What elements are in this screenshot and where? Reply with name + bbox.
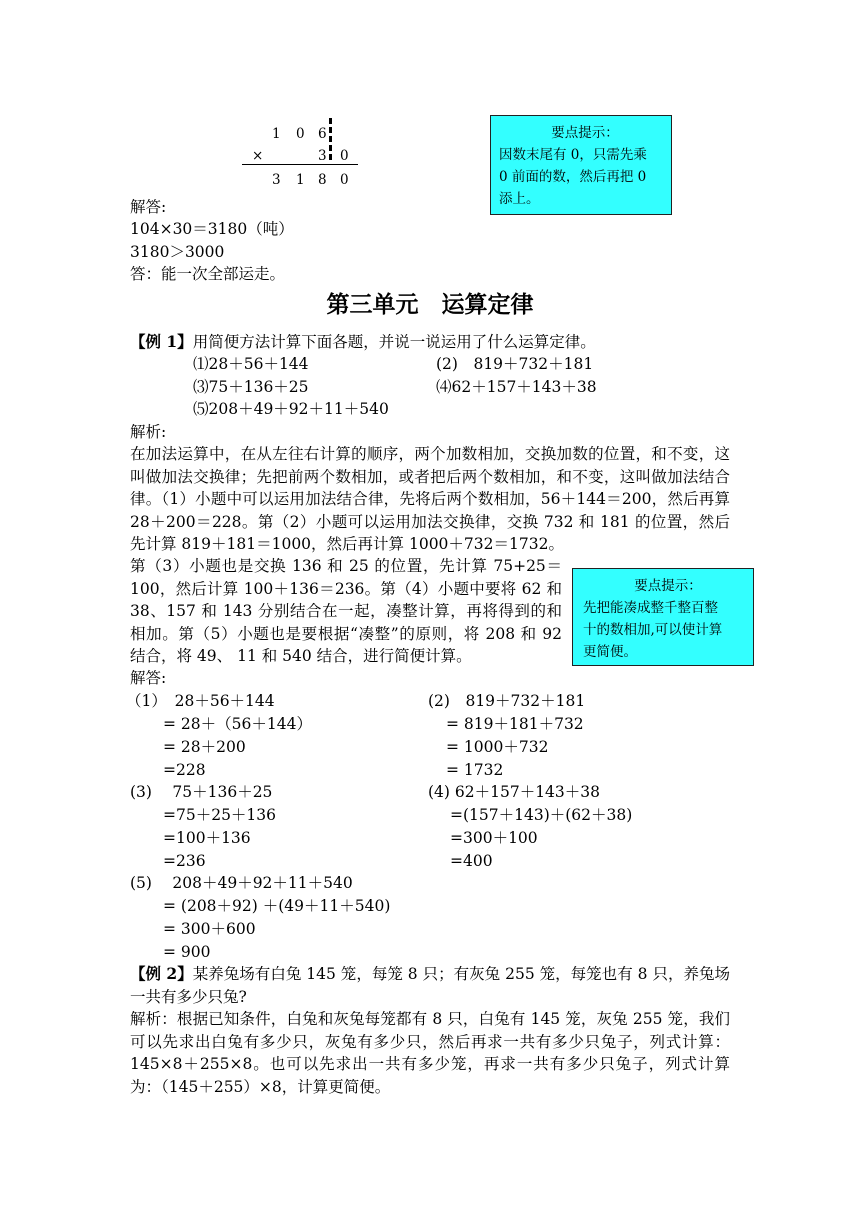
unit-title: 第三单元 运算定律: [326, 291, 534, 318]
tip-line: 十的数相加,可以使计算: [583, 622, 723, 638]
digit: 8: [318, 172, 327, 188]
tip-title: 要点提示：: [634, 578, 702, 594]
solution-line: （1） 28＋56＋144: [126, 692, 275, 710]
solution-line: =(157＋143)＋(62＋38): [450, 806, 633, 824]
vertical-multiplication: [238, 126, 368, 196]
example-tag: 【例 2】: [130, 964, 193, 983]
solution-line: =300＋100: [450, 829, 538, 847]
solution-line: =400: [450, 852, 493, 870]
digit: 0: [340, 172, 349, 188]
tip-line: 先把能凑成整千整百整: [583, 600, 718, 616]
analysis-paragraph: 在加法运算中，在从左往右计算的顺序，两个加数相加，交换加数的位置，和不变，这叫做加法交换律；先把前两个数相加，或者把后两个数相加，和不变，这叫做加法结合律。（1）小题中可以运用加法结合律，先将后两个数相加，56＋144＝200，然后再算 28＋200＝228。第（2）小题可以运用加法交换律，交换 732 和 181 的位置，然后先计算 819＋181＝1000，然后再计算 1000＋732＝1732。: [130, 445, 730, 554]
analysis-paragraph: 第（3）小题也是交换 136 和 25 的位置，先计算 75+25＝100，然后计算 100＋136＝236。第（4）小题中要将 62 和 38、157 和 143 分别结合在一起，凑整计算，再将得到的和相加。第（5）小题也是要根据“凑整”的原则，将 208 和 92 结合，将 49、 11 和 540 结合，进行简便计算。: [130, 557, 562, 666]
solution-line: (2) 819＋732＋181: [428, 692, 586, 710]
analysis-label: 解析:: [130, 423, 167, 441]
problem-item: ⑴28＋56＋144: [193, 355, 309, 373]
tip-box-2: [572, 568, 754, 666]
times-sign: ×: [252, 148, 264, 164]
answer-line: 答：能一次全部运走。: [130, 265, 286, 283]
digit: 0: [340, 148, 349, 164]
digit: 0: [296, 126, 305, 142]
solution-line: = 1732: [446, 761, 504, 779]
solution-line: =75＋25＋136: [163, 806, 277, 824]
solution-line: (3) 75＋136＋25: [130, 783, 273, 801]
solution-line: = 28＋200: [163, 738, 246, 756]
tip-line: 因数末尾有 0，只需先乘: [499, 147, 647, 163]
question-text: 用简便方法计算下面各题，并说一说运用了什么运算定律。: [192, 333, 596, 351]
tip-line: 0 前面的数，然后再把 0: [499, 169, 647, 185]
solution-line: (4) 62＋157＋143＋38: [428, 783, 600, 801]
tip-line: 添上。: [499, 191, 540, 207]
divider-mark: [329, 118, 332, 160]
solution-line: = 300＋600: [163, 920, 256, 938]
digit: 1: [296, 172, 305, 188]
answer-label: 解答:: [130, 669, 167, 687]
tip-line: 更简便。: [583, 644, 637, 660]
solution-line: (5) 208＋49＋92＋11＋540: [130, 874, 353, 892]
example-tag: 【例 1】: [130, 332, 193, 351]
tip-title: 要点提示：: [551, 125, 619, 141]
question-text: 某养兔场有白兔 145 笼，每笼 8 只；有灰兔 255 笼，每笼也有 8 只，养兔场一共有多少只兔?: [130, 965, 730, 1006]
solution-line: =100＋136: [163, 829, 251, 847]
digit: 3: [318, 148, 327, 164]
digit: 1: [272, 126, 281, 142]
answer-line: 104×30＝3180（吨）: [130, 220, 294, 238]
problem-item: (2) 819＋732＋181: [436, 355, 594, 373]
example-1-question: [130, 331, 596, 354]
example-2-analysis: 解析：根据已知条件，白兔和灰兔每笼都有 8 只，白兔有 145 笼，灰兔 255 笼，我们可以先求出白兔有多少只，灰兔有多少只，然后再求一共有多少只兔子，列式计算：145×8＋255×8。也可以先求出一共有多少笼，再求一共有多少只兔子，列式计算为：（145＋255）×8，计算更简便。: [130, 1010, 730, 1096]
answer-line: 3180＞3000: [130, 243, 225, 261]
result-line: [242, 164, 358, 165]
tip-box-1: [490, 115, 672, 215]
example-2-question: [130, 963, 730, 1008]
digit: 3: [272, 172, 281, 188]
problem-item: ⑸208＋49＋92＋11＋540: [193, 400, 389, 418]
digit: 6: [318, 126, 327, 142]
solution-line: = (208＋92) ＋(49＋11＋540): [163, 897, 391, 915]
answer-label: 解答:: [130, 198, 167, 216]
solution-line: = 28＋（56＋144）: [163, 715, 312, 733]
problem-item: ⑷62＋157＋143＋38: [436, 378, 597, 396]
solution-line: = 1000＋732: [446, 738, 549, 756]
problem-item: ⑶75＋136＋25: [193, 378, 309, 396]
solution-line: = 819＋181＋732: [446, 715, 584, 733]
solution-line: =236: [163, 852, 206, 870]
solution-line: =228: [163, 761, 206, 779]
solution-line: = 900: [163, 943, 211, 961]
